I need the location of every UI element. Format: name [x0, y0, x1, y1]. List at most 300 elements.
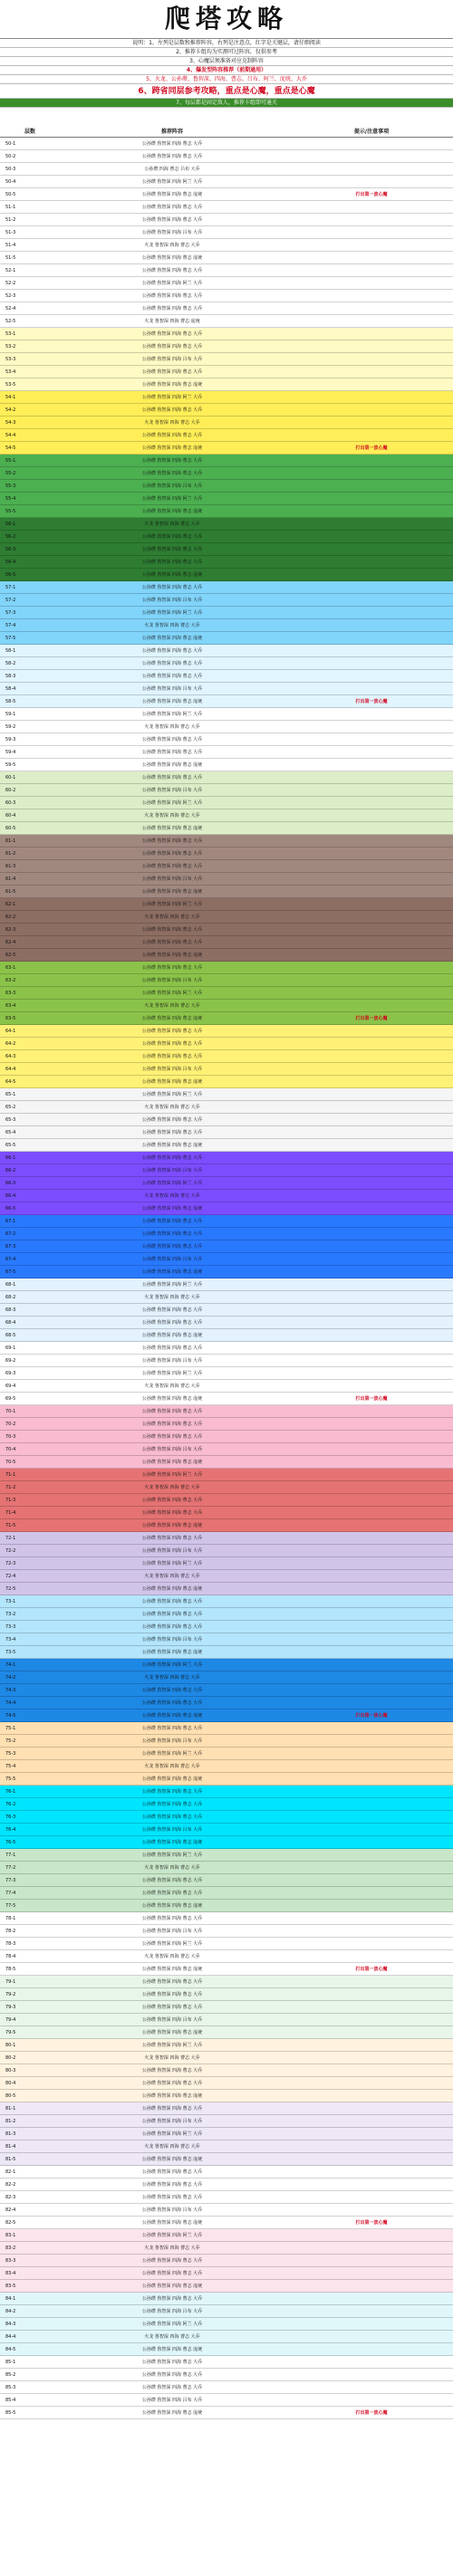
row-note [290, 1253, 453, 1265]
row-floor: 84-5 [5, 2347, 16, 2352]
row-floor: 51-1 [5, 205, 16, 210]
row-note [290, 2293, 453, 2304]
row-lineup: 火龙 鲁智深 四海 曹志 大乔 [144, 1764, 200, 1769]
row-floor: 56-2 [5, 534, 16, 540]
row-lineup: 公孙瓒 鲁智深 四海 曹志 庞统 [141, 1460, 203, 1465]
table-row [0, 1291, 453, 1304]
row-floor: 55-1 [5, 458, 16, 464]
row-note [290, 315, 453, 327]
row-note [290, 784, 453, 796]
row-lineup: 公孙瓒 鲁智深 四海 曹志 大乔 [141, 2258, 203, 2264]
row-note [290, 581, 453, 593]
table-row [0, 936, 453, 949]
row-floor: 83-3 [5, 2258, 16, 2264]
table-row [0, 1709, 453, 1722]
row-floor: 72-1 [5, 1536, 16, 1541]
table-row [0, 1633, 453, 1646]
table-row [0, 1456, 453, 1469]
row-floor: 59-3 [5, 737, 16, 742]
row-floor: 84-4 [5, 2334, 16, 2340]
table-row [0, 2356, 453, 2369]
row-note [290, 1557, 453, 1569]
row-floor: 56-3 [5, 547, 16, 552]
table-row [0, 1621, 453, 1633]
row-lineup: 公孙瓒 鲁智深 四海 曹志 大乔 [141, 1624, 203, 1630]
row-floor: 85-4 [5, 2398, 16, 2403]
table-row [0, 1253, 453, 1266]
row-note [290, 1735, 453, 1747]
row-floor: 81-2 [5, 2119, 16, 2124]
row-lineup: 公孙瓒 鲁智深 四海 曹志 庞统 [141, 889, 203, 895]
row-lineup: 公孙瓒 鲁智深 四海 吕布 大乔 [141, 1827, 203, 1833]
row-lineup: 公孙瓒 鲁智深 四海 阿兰 大乔 [141, 1092, 203, 1097]
row-lineup: 公孙瓒 鲁智深 四海 曹志 大乔 [141, 851, 203, 857]
row-floor: 66-5 [5, 1206, 16, 1211]
note-line: 6、跨省同层参考攻略，重点是心魔，重点是心魔 [0, 84, 453, 99]
row-note [290, 2267, 453, 2279]
row-lineup: 公孙瓒 鲁智深 四海 曹志 大乔 [141, 750, 203, 755]
row-lineup: 公孙瓒 鲁智深 四海 曹志 庞统 [141, 1269, 203, 1275]
row-note [290, 1532, 453, 1544]
row-floor: 85-3 [5, 2385, 16, 2390]
row-floor: 78-2 [5, 1929, 16, 1934]
header-floor: 层数 [24, 129, 35, 135]
row-lineup: 公孙瓒 鲁智深 四海 阿兰 大乔 [141, 610, 203, 616]
row-floor: 63-2 [5, 978, 16, 983]
row-lineup: 公孙瓒 鲁智深 四海 阿兰 大乔 [141, 496, 203, 502]
row-note [290, 1988, 453, 2000]
row-note [290, 2331, 453, 2342]
row-floor: 57-3 [5, 610, 16, 616]
row-floor: 69-4 [5, 1384, 16, 1389]
row-floor: 58-3 [5, 674, 16, 679]
row-note [290, 1088, 453, 1100]
row-floor: 82-1 [5, 2169, 16, 2175]
row-floor: 66-1 [5, 1155, 16, 1161]
row-floor: 62-3 [5, 927, 16, 933]
table-row [0, 746, 453, 759]
row-lineup: 公孙瓒 鲁智深 四海 曹志 大乔 [141, 293, 203, 299]
table-row [0, 2039, 453, 2052]
row-floor: 60-5 [5, 826, 16, 831]
row-floor: 74-3 [5, 1688, 16, 1693]
row-lineup: 公孙瓒 鲁智深 四海 曹志 庞统 [141, 1143, 203, 1148]
row-floor: 51-3 [5, 230, 16, 235]
row-floor: 65-3 [5, 1117, 16, 1123]
strategy-table[interactable] [0, 127, 453, 2571]
row-floor: 58-2 [5, 661, 16, 666]
table-row [0, 860, 453, 873]
table-row [0, 1431, 453, 1443]
row-floor: 50-3 [5, 167, 16, 172]
row-lineup: 公孙瓒 鲁智深 四海 吕布 大乔 [141, 1929, 203, 1934]
row-lineup: 公孙瓒 鲁智深 四海 曹志 大乔 [141, 1320, 203, 1326]
row-lineup: 公孙瓒 鲁智深 四海 曹志 大乔 [141, 1700, 203, 1706]
note-line: 2、推荐卡组均为实测可过阵容，仅供参考 [0, 48, 453, 57]
row-floor: 52-1 [5, 268, 16, 273]
row-lineup: 公孙瓒 鲁智深 四海 曹志 庞统 [141, 1333, 203, 1338]
row-note [290, 290, 453, 302]
row-floor: 61-5 [5, 889, 16, 895]
table-row [0, 531, 453, 543]
row-note [290, 1367, 453, 1379]
table-row [0, 1076, 453, 1088]
row-note [290, 467, 453, 479]
row-note [290, 2204, 453, 2216]
row-note [290, 2242, 453, 2254]
row-note [290, 277, 453, 289]
row-floor: 82-5 [5, 2220, 16, 2226]
row-floor: 82-4 [5, 2207, 16, 2213]
table-row [0, 493, 453, 505]
table-row [0, 2331, 453, 2343]
row-note [290, 1608, 453, 1620]
row-note [290, 1329, 453, 1341]
row-note [290, 1164, 453, 1176]
table-row [0, 1811, 453, 1824]
table-row [0, 1240, 453, 1253]
row-floor: 69-1 [5, 1345, 16, 1351]
row-note [290, 809, 453, 821]
row-floor: 72-3 [5, 1561, 16, 1566]
row-lineup: 公孙瓒 鲁智深 四海 曹志 大乔 [141, 775, 203, 780]
row-floor: 76-2 [5, 1802, 16, 1807]
row-lineup: 公孙瓒 鲁智深 四海 曹志 大乔 [141, 1498, 203, 1503]
table-row [0, 2115, 453, 2128]
row-floor: 57-1 [5, 585, 16, 590]
row-lineup: 公孙瓒 鲁智深 四海 曹志 庞统 [141, 2284, 203, 2289]
table-row [0, 1012, 453, 1025]
row-note [290, 1278, 453, 1290]
row-floor: 60-2 [5, 788, 16, 793]
row-note [290, 2102, 453, 2114]
row-note [290, 353, 453, 365]
table-row [0, 340, 453, 353]
table-row [0, 2217, 453, 2229]
table-row [0, 2064, 453, 2077]
row-note [290, 2305, 453, 2317]
row-floor: 80-5 [5, 2093, 16, 2099]
row-lineup: 公孙瓒 鲁智深 四海 阿兰 大乔 [141, 1472, 203, 1478]
row-floor: 60-4 [5, 813, 16, 819]
table-row [0, 1469, 453, 1481]
row-floor: 67-3 [5, 1244, 16, 1250]
row-note [290, 1418, 453, 1430]
row-lineup: 公孙瓒 鲁智深 四海 曹志 大乔 [141, 205, 203, 210]
row-lineup: 公孙瓒 鲁智深 四海 阿兰 大乔 [141, 1751, 203, 1757]
row-note [290, 2153, 453, 2165]
table-row [0, 771, 453, 784]
table-row [0, 2090, 453, 2102]
row-lineup: 公孙瓒 鲁智深 四海 吕布 大乔 [141, 1548, 203, 1554]
table-row [0, 632, 453, 645]
row-note [290, 2191, 453, 2203]
row-floor: 53-3 [5, 357, 16, 362]
row-lineup: 公孙瓒 鲁智深 四海 曹志 大乔 [141, 1422, 203, 1427]
row-note [290, 1900, 453, 1911]
row-note: 打出第一波心魔 [355, 2220, 388, 2226]
row-note [290, 721, 453, 733]
row-lineup: 公孙瓒 鲁智深 四海 曹志 大乔 [141, 268, 203, 273]
row-lineup: 公孙瓒 鲁智深 四海 曹志 大乔 [141, 1029, 203, 1034]
row-floor: 77-2 [5, 1865, 16, 1871]
row-note [290, 683, 453, 694]
row-floor: 63-4 [5, 1003, 16, 1009]
row-lineup: 公孙瓒 鲁智深 四海 阿兰 大乔 [141, 1371, 203, 1376]
row-floor: 51-2 [5, 217, 16, 223]
row-lineup: 公孙瓒 鲁智深 四海 吕布 大乔 [141, 1358, 203, 1364]
table-row [0, 607, 453, 619]
row-note [290, 746, 453, 758]
row-note [290, 214, 453, 225]
table-row [0, 733, 453, 746]
row-lineup: 公孙瓒 鲁智深 四海 吕布 大乔 [141, 2017, 203, 2023]
table-row [0, 1583, 453, 1595]
row-lineup: 公孙瓒 鲁智深 四海 曹志 庞统 [141, 2157, 203, 2162]
row-lineup: 公孙瓒 鲁智深 四海 曹志 大乔 [141, 1688, 203, 1693]
row-floor: 66-4 [5, 1193, 16, 1199]
row-lineup: 公孙瓒 鲁智深 四海 曹志 大乔 [141, 1409, 203, 1414]
row-floor: 84-2 [5, 2309, 16, 2314]
row-note [290, 1050, 453, 1062]
row-note [290, 417, 453, 428]
table-row [0, 974, 453, 987]
row-lineup: 公孙瓒 鲁智深 四海 曹志 大乔 [141, 661, 203, 666]
table-row [0, 987, 453, 1000]
row-lineup: 火龙 鲁智深 四海 曹志 大乔 [144, 1105, 200, 1110]
table-row [0, 1760, 453, 1773]
row-lineup: 公孙瓒 鲁智深 四海 曹志 庞统 [141, 1396, 203, 1402]
table-row [0, 962, 453, 974]
row-lineup: 公孙瓒 鲁智深 四海 曹志 庞统 [141, 1713, 203, 1719]
row-floor: 78-1 [5, 1916, 16, 1921]
row-floor: 56-5 [5, 572, 16, 578]
table-row [0, 1874, 453, 1887]
row-floor: 78-3 [5, 1941, 16, 1947]
row-lineup: 公孙瓒 鲁智深 四海 曹志 庞统 [141, 192, 203, 197]
table-row [0, 2255, 453, 2267]
row-note [290, 1139, 453, 1151]
row-lineup: 公孙瓒 鲁智深 四海 曹志 大乔 [141, 1345, 203, 1351]
row-floor: 64-2 [5, 1041, 16, 1047]
table-row [0, 1000, 453, 1012]
row-lineup: 公孙瓒 鲁智深 四海 曹志 大乔 [141, 547, 203, 552]
row-note [290, 2369, 453, 2380]
table-row [0, 1443, 453, 1456]
row-note [290, 1912, 453, 1924]
row-note [290, 455, 453, 466]
table-row [0, 378, 453, 391]
row-floor: 52-3 [5, 293, 16, 299]
row-lineup: 公孙瓒 鲁智深 四海 曹志 大乔 [141, 433, 203, 438]
row-lineup: 公孙瓒 鲁智深 四海 曹志 大乔 [141, 1434, 203, 1440]
row-floor: 71-2 [5, 1485, 16, 1490]
row-floor: 57-2 [5, 598, 16, 603]
row-lineup: 公孙瓒 鲁智深 四海 阿兰 大乔 [141, 1282, 203, 1288]
row-note [290, 531, 453, 542]
row-lineup: 公孙瓒 鲁智深 四海 曹志 大乔 [141, 648, 203, 654]
row-floor: 83-4 [5, 2271, 16, 2276]
table-row [0, 1228, 453, 1240]
row-note [290, 1215, 453, 1227]
row-lineup: 公孙瓒 鲁智深 四海 曹志 大乔 [141, 585, 203, 590]
row-lineup: 公孙瓒 鲁智深 四海 曹志 庞统 [141, 2093, 203, 2099]
table-row [0, 1976, 453, 1988]
row-floor: 72-4 [5, 1574, 16, 1579]
row-floor: 73-2 [5, 1612, 16, 1617]
row-floor: 62-2 [5, 915, 16, 920]
row-note [290, 2026, 453, 2038]
row-note [290, 974, 453, 986]
row-lineup: 公孙瓒 鲁智深 四海 曹志 大乔 [141, 1815, 203, 1820]
table-row [0, 1608, 453, 1621]
row-floor: 79-2 [5, 1992, 16, 1997]
row-lineup: 公孙瓒 鲁智深 四海 曹志 庞统 [141, 2220, 203, 2226]
table-row [0, 1139, 453, 1152]
row-lineup: 公孙瓒 鲁智深 四海 曹志 庞统 [141, 1903, 203, 1909]
row-floor: 79-4 [5, 2017, 16, 2023]
row-note [290, 569, 453, 580]
table-row [0, 886, 453, 898]
row-note [290, 505, 453, 517]
row-floor: 50-4 [5, 179, 16, 185]
row-lineup: 公孙瓒 鲁智深 四海 曹志 大乔 [141, 965, 203, 971]
row-lineup: 公孙瓒 鲁智深 四海 曹志 大乔 [141, 306, 203, 311]
row-floor: 64-3 [5, 1054, 16, 1059]
row-floor: 59-5 [5, 762, 16, 768]
row-lineup: 公孙瓒 鲁智深 四海 阿兰 大乔 [141, 395, 203, 400]
row-note [290, 962, 453, 973]
table-row [0, 1405, 453, 1418]
row-lineup: 公孙瓒 鲁智深 四海 曹志 大乔 [141, 674, 203, 679]
table-row [0, 1507, 453, 1519]
row-lineup: 公孙瓒 鲁智深 四海 曹志 大乔 [141, 2372, 203, 2378]
row-lineup: 公孙瓒 鲁智深 四海 曹志 大乔 [141, 2385, 203, 2390]
table-row [0, 404, 453, 417]
row-lineup: 公孙瓒 鲁智深 四海 曹志 庞统 [141, 762, 203, 768]
table-row [0, 1988, 453, 2001]
row-lineup: 火龙 鲁智深 四海 曹志 大乔 [144, 1295, 200, 1300]
row-floor: 50-2 [5, 154, 16, 159]
table-row [0, 1925, 453, 1938]
row-note [290, 201, 453, 213]
row-lineup: 火龙 鲁智深 四海 曹志 大乔 [144, 724, 200, 730]
table-row [0, 1380, 453, 1393]
row-note [290, 1190, 453, 1202]
row-note [290, 176, 453, 187]
row-floor: 65-5 [5, 1143, 16, 1148]
row-lineup: 公孙瓒 鲁智深 四海 吕布 大乔 [141, 1257, 203, 1262]
row-lineup: 公孙瓒 鲁智深 四海 曹志 庞统 [141, 699, 203, 704]
row-floor: 61-4 [5, 876, 16, 882]
row-note [290, 1938, 453, 1949]
table-row [0, 277, 453, 290]
table-row [0, 2052, 453, 2064]
row-lineup: 火龙 鲁智深 四海 曹志 大乔 [144, 623, 200, 628]
row-lineup: 公孙瓒 鲁智深 四海 阿兰 大乔 [141, 1561, 203, 1566]
row-note [290, 924, 453, 935]
table-row [0, 2394, 453, 2407]
row-floor: 58-4 [5, 686, 16, 692]
table-row [0, 1215, 453, 1228]
row-lineup: 公孙瓒 鲁智深 四海 曹志 庞统 [141, 2347, 203, 2352]
row-floor: 75-3 [5, 1751, 16, 1757]
table-row [0, 1304, 453, 1317]
table-row [0, 1671, 453, 1684]
table-row [0, 467, 453, 480]
table-row [0, 911, 453, 924]
row-lineup: 公孙瓒 鲁智深 四海 吕布 大乔 [141, 1067, 203, 1072]
row-floor: 52-4 [5, 306, 16, 311]
row-lineup: 公孙瓒 鲁智深 四海 曹志 庞统 [141, 2030, 203, 2035]
row-lineup: 公孙瓒 鲁智深 四海 吕布 大乔 [141, 598, 203, 603]
row-floor: 71-5 [5, 1523, 16, 1528]
row-lineup: 公孙瓒 鲁智深 四海 阿兰 大乔 [141, 902, 203, 907]
row-note [290, 1240, 453, 1252]
row-note [290, 911, 453, 923]
row-lineup: 公孙瓒 鲁智深 四海 曹志 庞统 [141, 636, 203, 641]
row-lineup: 公孙瓒 鲁智深 四海 曹志 大乔 [141, 1117, 203, 1123]
table-row [0, 302, 453, 315]
row-note [290, 1507, 453, 1518]
row-note [290, 1786, 453, 1797]
table-row [0, 429, 453, 442]
row-lineup: 火龙 鲁智深 四海 曹志 庞统 [144, 319, 200, 324]
row-lineup: 公孙瓒 鲁智深 四海 曹志 大乔 [141, 1155, 203, 1161]
row-lineup: 公孙瓒 鲁智深 四海 曹志 庞统 [141, 509, 203, 514]
row-note [290, 936, 453, 948]
row-note [290, 657, 453, 669]
row-note [290, 733, 453, 745]
row-note [290, 949, 453, 961]
table-row [0, 822, 453, 835]
row-floor: 55-2 [5, 471, 16, 476]
row-note [290, 302, 453, 314]
table-row [0, 581, 453, 594]
table-row [0, 695, 453, 708]
row-note [290, 264, 453, 276]
table-row [0, 1748, 453, 1760]
table-row [0, 708, 453, 721]
table-row [0, 315, 453, 328]
row-note [290, 835, 453, 847]
row-floor: 74-5 [5, 1713, 16, 1719]
row-floor: 54-3 [5, 420, 16, 426]
row-lineup: 公孙瓒 鲁智深 四海 曹志 大乔 [141, 217, 203, 223]
table-row [0, 2001, 453, 2014]
row-note: 打出第一波心魔 [355, 1016, 388, 1021]
row-floor: 55-3 [5, 484, 16, 489]
row-note: 打出第一波心魔 [355, 445, 388, 451]
row-lineup: 公孙瓒 鲁智深 四海 阿兰 大乔 [141, 2043, 203, 2048]
table-row [0, 1836, 453, 1849]
table-row [0, 2128, 453, 2140]
row-lineup: 公孙瓒 鲁智深 四海 曹志 大乔 [141, 1726, 203, 1731]
row-note [290, 708, 453, 720]
row-floor: 59-1 [5, 712, 16, 717]
row-note [290, 1887, 453, 1899]
table-row [0, 2267, 453, 2280]
row-floor: 74-2 [5, 1675, 16, 1681]
table-row [0, 2140, 453, 2153]
row-note [290, 429, 453, 441]
table-row [0, 2014, 453, 2026]
row-floor: 54-5 [5, 445, 16, 451]
row-lineup: 公孙瓒 鲁智深 四海 曹志 大乔 [141, 1219, 203, 1224]
table-row [0, 645, 453, 657]
table-row [0, 226, 453, 239]
row-note [290, 340, 453, 352]
